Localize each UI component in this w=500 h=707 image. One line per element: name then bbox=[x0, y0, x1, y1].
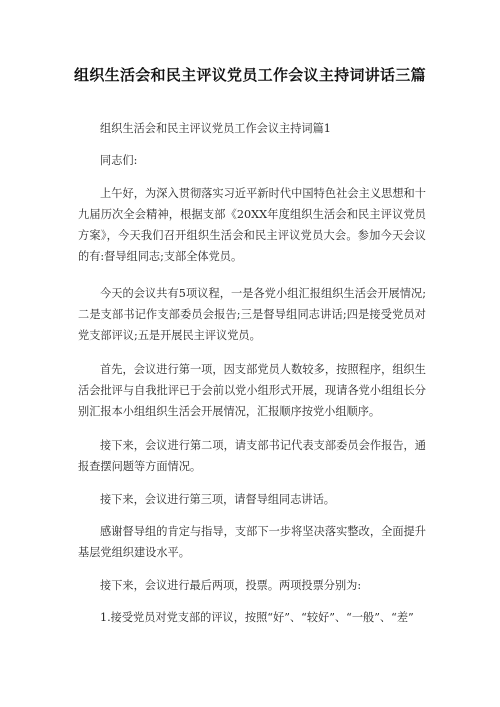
document-title: 组织生活会和民主评议党员工作会议主持词讲话三篇 bbox=[74, 66, 426, 84]
paragraph-item-one: 首先，会议进行第一项，因支部党员人数较多，按照程序，组织生活会批评与自我批评已于会前以党小组形式开展，现请各党小组组长分别汇报本小组组织生活会开展情况，汇报顺序按党小组顺序。 bbox=[78, 363, 426, 418]
paragraph-thanks: 感谢督导组的肯定与指导，支部下一步将坚决落实整改，全面提升基层党组织建设水平。 bbox=[78, 525, 426, 559]
paragraph-item-two: 接下来，会议进行第二项，请支部书记代表支部委员会作报告，通报查摆问题等方面情况。 bbox=[78, 439, 426, 473]
paragraph-item-three: 接下来，会议进行第三项，请督导组同志讲话。 bbox=[100, 493, 335, 506]
paragraph-salutation: 同志们: bbox=[100, 154, 138, 167]
paragraph-vote-one: 1.接受党员对党支部的评议，按照“好”、“较好”、“一般”、“差” bbox=[100, 611, 414, 624]
paragraph-subtitle: 组织生活会和民主评议党员工作会议主持词篇1 bbox=[100, 122, 331, 135]
paragraph-agenda: 今天的会议共有5项议程，一是各党小组汇报组织生活会开展情况;二是支部书记作支部委员会报告;三是督导组同志讲话;四是接受党员对党支部评议;五是开展民主评议党员。 bbox=[78, 287, 426, 342]
paragraph-opening: 上午好，为深入贯彻落实习近平新时代中国特色社会主义思想和十九届历次全会精神，根据支部《20XX年度组织生活会和民主评议党员方案》，今天我们召开组织生活会和民主评议党员大会。参加今天会议的有:督导组同志;支部全体党员。 bbox=[78, 187, 426, 263]
paragraph-voting: 接下来，会议进行最后两项，投票。两项投票分别为: bbox=[100, 579, 362, 592]
